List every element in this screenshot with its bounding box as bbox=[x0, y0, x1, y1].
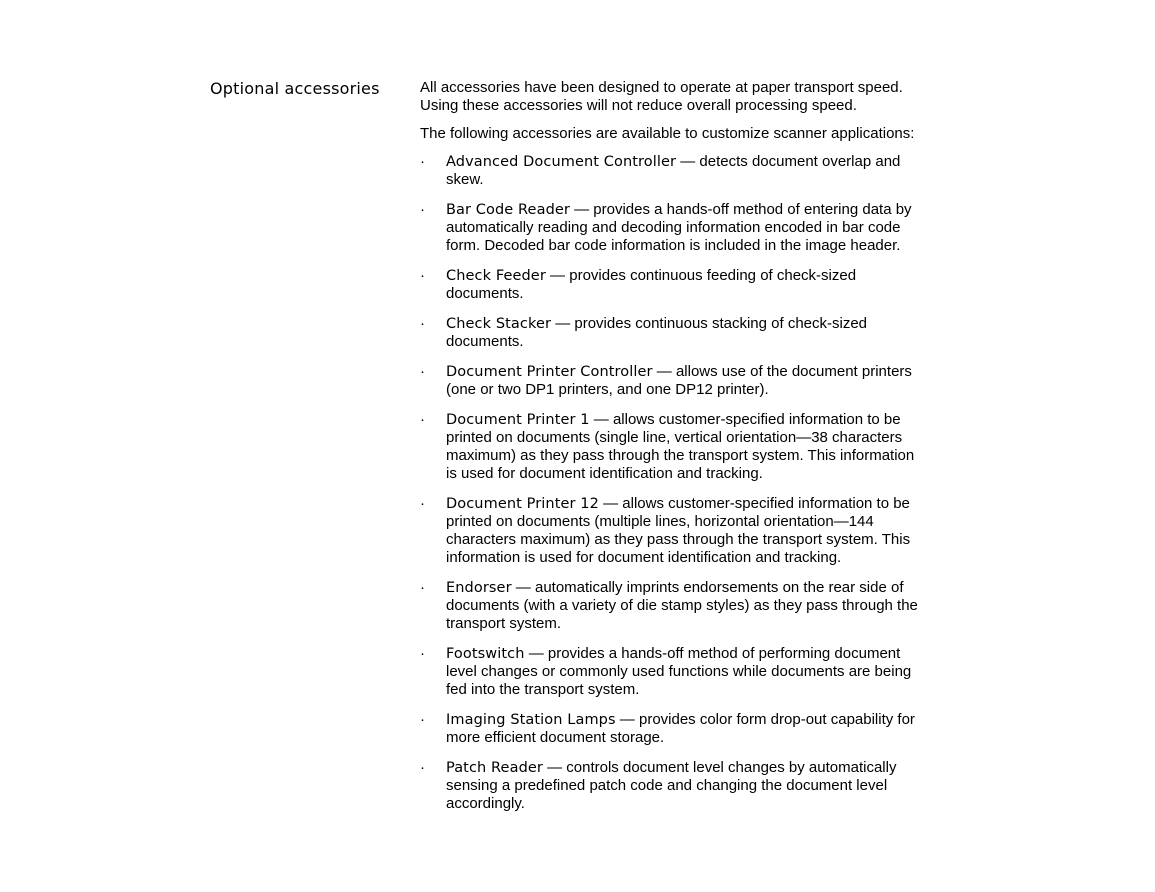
accessory-description: — automatically imprints endorsements on the rear side of documents (with a variety of die stamp styles) as they pass through the transport system. bbox=[446, 579, 918, 632]
list-intro-paragraph: The following accessories are available to customize scanner applications: bbox=[420, 125, 915, 142]
accessory-name: Document Printer 1 bbox=[446, 412, 590, 428]
list-item bbox=[420, 153, 928, 189]
accessory-description: — provides a hands-off method of performing document level changes or commonly used functions while documents are being fed into the transport system. bbox=[446, 645, 912, 698]
accessory-name: Footswitch bbox=[446, 646, 525, 662]
accessory-name: Bar Code Reader bbox=[446, 202, 570, 218]
bullet-glyph: · bbox=[420, 495, 425, 512]
list-item bbox=[420, 315, 928, 351]
accessory-description: — provides continuous feeding of check-sized documents. bbox=[446, 267, 857, 302]
bullet-glyph: · bbox=[420, 579, 425, 596]
section-body bbox=[420, 79, 980, 825]
bullet-glyph: · bbox=[420, 363, 425, 380]
accessory-description: — controls document level changes by automatically sensing a predefined patch code and changing the document level accordingly. bbox=[446, 759, 897, 812]
list-item bbox=[420, 411, 928, 483]
list-item bbox=[420, 495, 928, 567]
list-item bbox=[420, 579, 928, 633]
intro-line-1: All accessories have been designed to operate at paper transport speed. bbox=[420, 79, 903, 96]
accessory-name: Patch Reader bbox=[446, 760, 543, 776]
accessory-name: Check Stacker bbox=[446, 316, 552, 332]
list-item bbox=[420, 363, 928, 399]
accessory-description: — provides a hands-off method of entering data by automatically reading and decoding information encoded in bar code form. Decoded bar code information is included in the image header. bbox=[446, 201, 912, 254]
section-heading: Optional accessories bbox=[210, 79, 380, 98]
accessory-description: — provides color form drop-out capability for more efficient document storage. bbox=[446, 711, 915, 746]
accessory-name: Document Printer 12 bbox=[446, 496, 599, 512]
accessory-name: Document Printer Controller bbox=[446, 364, 653, 380]
bullet-glyph: · bbox=[420, 267, 425, 284]
list-item bbox=[420, 267, 928, 303]
bullet-glyph: · bbox=[420, 711, 425, 728]
accessory-name: Endorser bbox=[446, 580, 512, 596]
intro-line-2: Using these accessories will not reduce overall processing speed. bbox=[420, 97, 857, 114]
accessory-description: — allows customer-specified information to be printed on documents (multiple lines, horizontal orientation—144 characters maximum) as they pass through the transport system. This information is used for document identification and tracking. bbox=[446, 495, 911, 566]
accessory-name: Imaging Station Lamps bbox=[446, 712, 616, 728]
accessory-description: — allows customer-specified information to be printed on documents (single line, vertical orientation—38 characters maximum) as they pass through the transport system. This information is used for document identification and tracking. bbox=[446, 411, 915, 482]
list-item bbox=[420, 645, 928, 699]
list-item bbox=[420, 201, 928, 255]
bullet-glyph: · bbox=[420, 201, 425, 218]
accessory-list bbox=[420, 153, 980, 813]
bullet-glyph: · bbox=[420, 759, 425, 776]
accessory-description: — allows use of the document printers (one or two DP1 printers, and one DP12 printer). bbox=[446, 363, 912, 398]
bullet-glyph: · bbox=[420, 411, 425, 428]
bullet-glyph: · bbox=[420, 153, 425, 170]
list-item bbox=[420, 759, 928, 813]
bullet-glyph: · bbox=[420, 645, 425, 662]
bullet-glyph: · bbox=[420, 315, 425, 332]
accessory-description: — provides continuous stacking of check-sized documents. bbox=[446, 315, 868, 350]
accessory-description: — detects document overlap and skew. bbox=[446, 153, 901, 188]
accessory-name: Advanced Document Controller bbox=[446, 154, 677, 170]
accessory-name: Check Feeder bbox=[446, 268, 546, 284]
intro-paragraph bbox=[420, 79, 980, 115]
list-item bbox=[420, 711, 928, 747]
